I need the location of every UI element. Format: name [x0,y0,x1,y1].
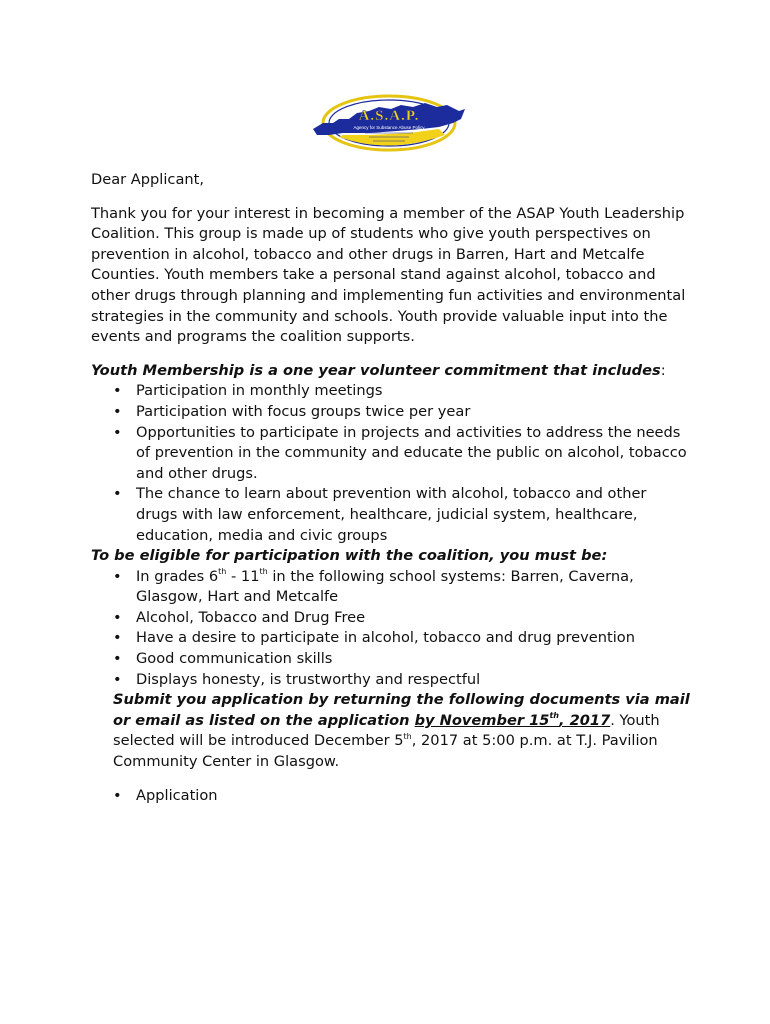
membership-heading-colon: : [660,361,666,379]
introduction-sup: th [403,731,412,741]
bullet-icon: • [113,629,122,647]
bullet-icon: • [113,567,122,585]
bullet-icon: • [113,608,122,626]
list-item-text: Participation in monthly meetings [136,382,383,400]
asap-logo [309,93,467,155]
logo-text: A.S.A.P. [358,108,420,124]
list-item-text: Displays honesty, is trustworthy and respectful [136,670,481,688]
documents-list [91,786,691,807]
submit-deadline [415,712,611,729]
bullet-icon: • [113,650,122,668]
introduction-post: , 2017 at 5:00 p.m. at T.J. Pavilion Community Center in Glasgow. [113,732,658,771]
membership-heading-text: Youth Membership is a one year volunteer commitment that includes [91,361,661,379]
bullet-icon: • [113,382,122,400]
list-item [91,381,691,402]
submit-instructions: Submit you application by returning the following documents via mail or email as listed on the application [113,691,690,729]
introduction-pre: Youth selected will be introduced December 5 [113,711,660,750]
grades-text-mid: - 11 [226,567,260,585]
grades-text-post: in the following school systems: Barren, Caverna, Glasgow, Hart and Metcalfe [136,567,634,606]
bullet-icon: • [113,423,122,441]
membership-list [91,381,691,546]
list-item-text: Alcohol, Tobacco and Drug Free [136,608,366,626]
deadline-sup: th [549,710,559,720]
bullet-icon: • [113,402,122,420]
grades-text-pre: In grades 6 [136,567,219,585]
list-item [91,484,691,546]
deadline-post: , 2017 [558,711,611,729]
submit-paragraph [91,690,691,772]
greeting: Dear Applicant, [91,171,204,188]
bullet-icon: • [113,786,122,804]
eligibility-heading: To be eligible for participation with the coalition, you must be: [91,547,608,565]
list-item [91,567,691,608]
list-item-text: Application [136,786,218,804]
membership-heading [91,361,691,382]
logo-tagline: Agency for Substance Abuse Policy [353,125,425,130]
list-item [91,670,691,691]
list-item [91,628,691,649]
list-item [91,608,691,629]
list-item [91,649,691,670]
grades-sup-2: th [259,566,268,576]
list-item-text: Opportunities to participate in projects and activities to address the needs of prevention in the community and educate the public on alcohol, tobacco and other drugs. [136,423,687,482]
eligibility-list [91,567,691,691]
deadline-pre: by November 15 [414,711,550,729]
deadline-period: . [610,711,615,729]
letter-body [91,170,691,806]
list-item [91,402,691,423]
list-item [91,423,691,485]
bullet-icon: • [113,485,122,503]
list-item-text: Have a desire to participate in alcohol, tobacco and drug prevention [136,629,635,647]
list-item-text: Participation with focus groups twice per year [136,402,471,420]
intro-paragraph: Thank you for your interest in becoming a member of the ASAP Youth Leadership Coalition. This group is made up of students who give youth perspectives on prevention in alcohol, tobacco and other drugs in Barren, Hart and Metcalfe Counties. Youth members take a personal stand against alcohol, tobacco and other drugs through planning and implementing fun activities and environmental strategies in the community and schools. Youth provide valuable input into the events and programs the coalition supports. [91,204,686,346]
grades-sup-1: th [218,566,227,576]
list-item-text: Good communication skills [136,650,333,668]
bullet-icon: • [113,670,122,688]
list-item [91,786,691,807]
list-item-text: The chance to learn about prevention with alcohol, tobacco and other drugs with law enforcement, healthcare, judicial system, healthcare, education, media and civic groups [136,485,647,544]
